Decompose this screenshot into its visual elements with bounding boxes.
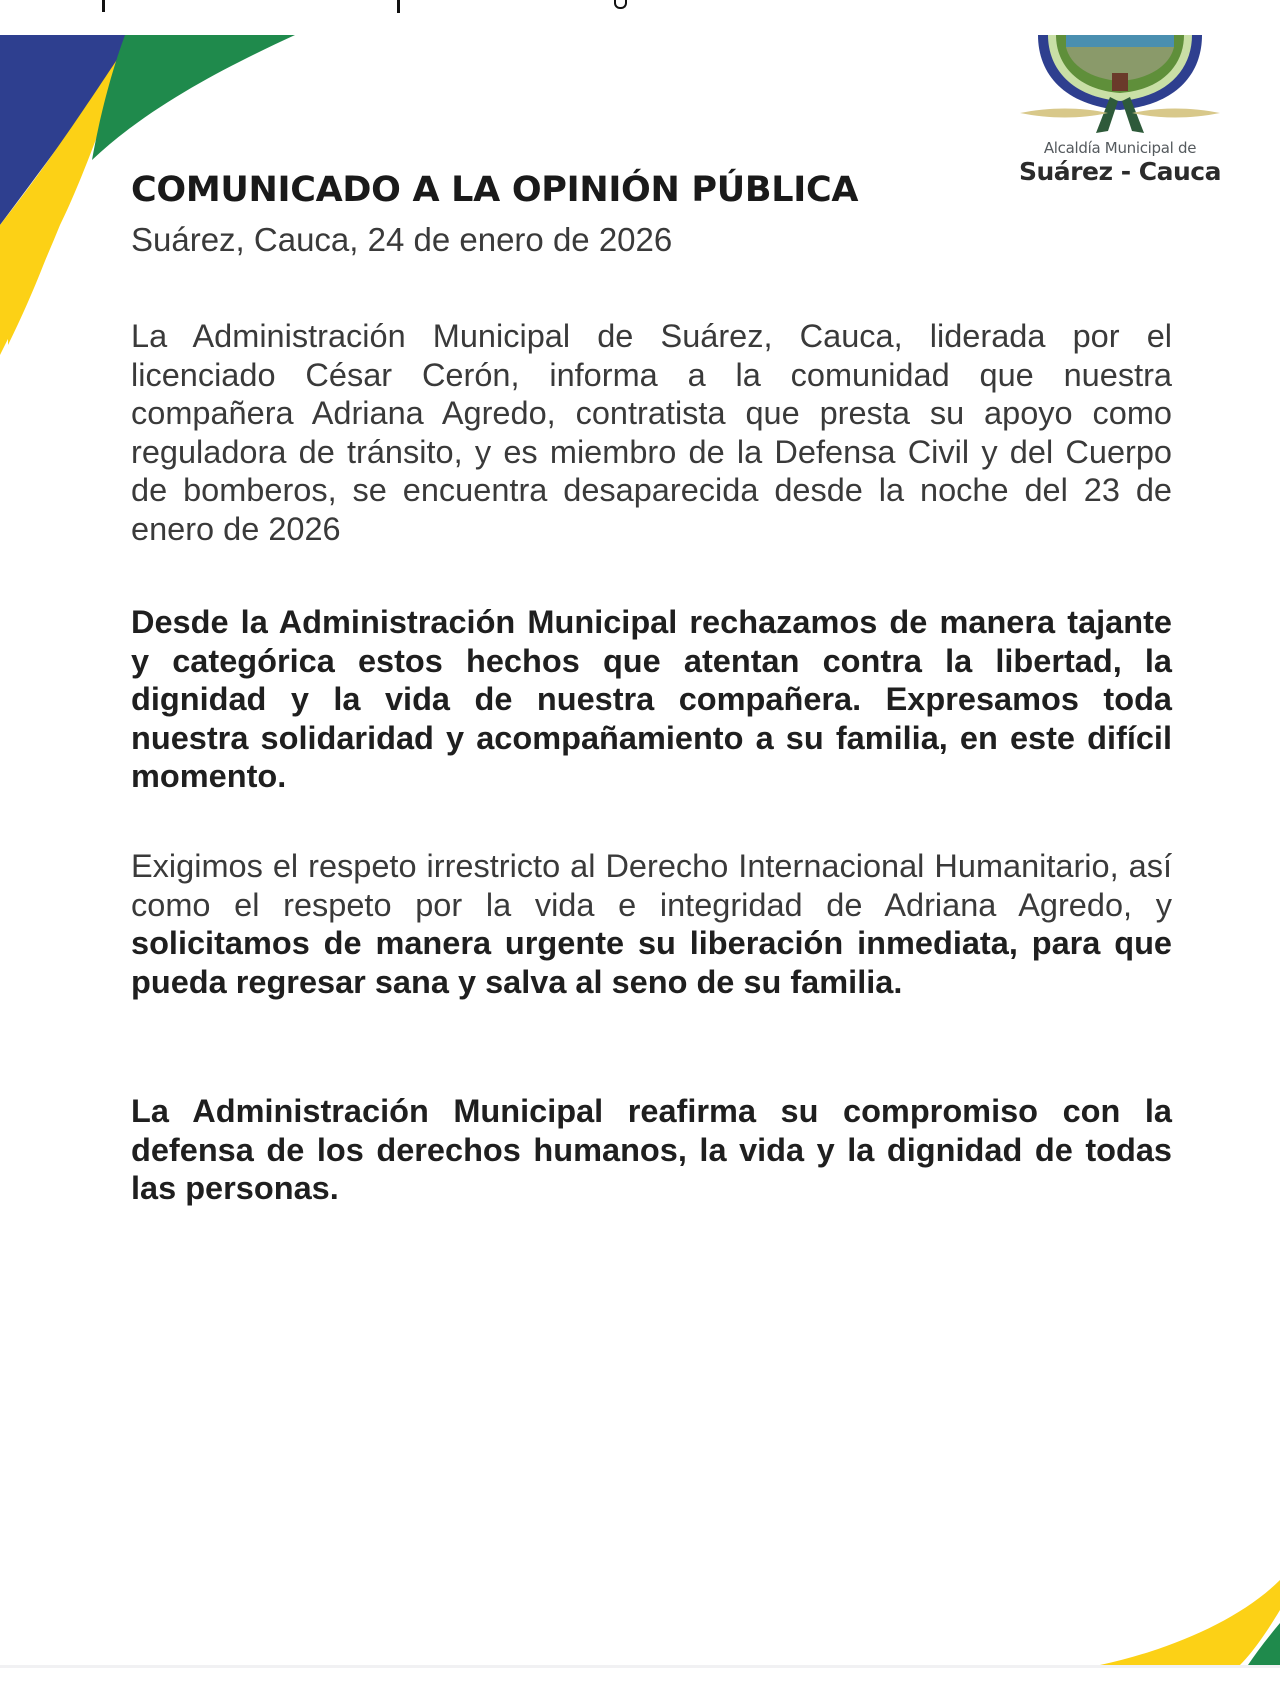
demand-text-regular: Exigimos el respeto irrestricto al Derecho Internacional Humanitario, así como el respeto por la vida e integridad de Adriana Agredo, y [131,848,1172,923]
page-bottom-edge [0,1665,1280,1668]
logo-subtitle: Alcaldía Municipal de [1043,139,1197,157]
press-release-document [0,35,1280,1665]
logo-caption [1005,139,1235,186]
coat-of-arms-icon [1000,35,1240,145]
paragraph-announcement: La Administración Municipal de Suárez, Cauca, liderada por el licenciado César Cerón, informa a la comunidad que nuestra compañera Adriana Agredo, contratista que presta su apoyo como reguladora de tránsito, y es miembro de la Defensa Civil y del Cuerpo de bomberos, se encuentra desaparecida desde la noche del 23 de enero de 2026 [131,318,1172,547]
document-title: COMUNICADO A LA OPINIÓN PÚBLICA [131,170,859,210]
paragraph-commitment: La Administración Municipal reafirma su compromiso con la defensa de los derechos humanos, la vida y la dignidad de todas las personas. [131,1093,1172,1206]
paragraph-rejection: Desde la Administración Municipal rechazamos de manera tajante y categórica estos hechos que atentan contra la libertad, la dignidad y la vida de nuestra compañera. Expresamos toda nuestra solidaridad y acompañamiento a su familia, en este difícil momento. [131,604,1172,794]
logo-municipality-name: Suárez - Cauca [1019,157,1221,186]
paragraph-demand [131,847,1172,1001]
cropped-text-fragment [0,0,1280,35]
place-and-date: Suárez, Cauca, 24 de enero de 2026 [131,221,673,258]
demand-text-bold: solicitamos de manera urgente su liberación inmediata, para que pueda regresar sana y salva al seno de su familia. [131,925,1172,1000]
decorative-swoosh-bottom-right [1060,1565,1280,1665]
